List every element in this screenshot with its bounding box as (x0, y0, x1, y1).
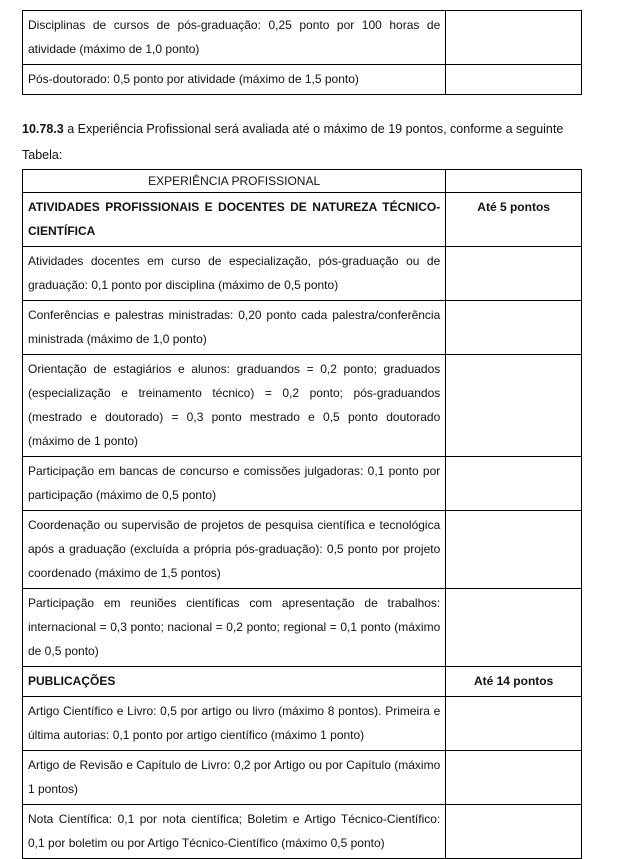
criterion-cell: Artigo Científico e Livro: 0,5 por artigo ou livro (máximo 8 pontos). Primeira e última autorias: 0,1 ponto por artigo científico (máximo 1 ponto) (23, 697, 446, 751)
table-header: EXPERIÊNCIA PROFISSIONAL (23, 170, 446, 193)
criterion-cell: Conferências e palestras ministradas: 0,20 ponto cada palestra/conferência ministrada (máximo de 1,0 ponto) (23, 301, 446, 355)
table-header-row (23, 170, 582, 193)
table-row (23, 65, 582, 95)
points-cell (446, 457, 582, 511)
table-row (23, 457, 582, 511)
table-row (23, 511, 582, 589)
criterion-cell: Nota Científica: 0,1 por nota científica; Boletim e Artigo Técnico-Científico: 0,1 por boletim ou por Artigo Técnico-Científico (máximo 0,5 ponto) (23, 805, 446, 859)
points-cell (446, 751, 582, 805)
criterion-cell: Coordenação ou supervisão de projetos de pesquisa científica e tecnológica após a graduação (excluída a própria pós-graduação): 0,5 ponto por projeto coordenado (máximo de 1,5 pontos) (23, 511, 446, 589)
section-text: a Experiência Profissional será avaliada até o máximo de 19 pontos, conforme a seguinte Tabela: (22, 122, 564, 162)
criterion-cell: Participação em bancas de concurso e comissões julgadoras: 0,1 ponto por participação (máximo de 0,5 ponto) (23, 457, 446, 511)
criterion-cell: Artigo de Revisão e Capítulo de Livro: 0,2 por Artigo ou por Capítulo (máximo 1 pontos) (23, 751, 446, 805)
points-cell (446, 11, 582, 65)
experience-table (22, 169, 582, 859)
points-cell (446, 247, 582, 301)
section-title: PUBLICAÇÕES (23, 667, 446, 697)
section-header-row (23, 667, 582, 697)
section-paragraph (22, 116, 602, 168)
section-points: Até 5 pontos (446, 193, 582, 247)
criterion-cell: Participação em reuniões científicas com apresentação de trabalhos: internacional = 0,3 ponto; nacional = 0,2 ponto; regional = 0,1 ponto (máximo de 0,5 ponto) (23, 589, 446, 667)
criterion-cell: Orientação de estagiários e alunos: graduandos = 0,2 ponto; graduados (especialização e treinamento técnico) = 0,2 ponto; pós-graduandos (mestrado e doutorado) = 0,3 ponto mestrado e 0,5 ponto doutorado (máximo de 1 ponto) (23, 355, 446, 457)
section-title: ATIVIDADES PROFISSIONAIS E DOCENTES DE NATUREZA TÉCNICO-CIENTÍFICA (23, 193, 446, 247)
points-cell (446, 697, 582, 751)
table-header-empty (446, 170, 582, 193)
table-row (23, 355, 582, 457)
section-header-row (23, 193, 582, 247)
points-cell (446, 589, 582, 667)
points-cell (446, 65, 582, 95)
points-cell (446, 511, 582, 589)
table-row (23, 589, 582, 667)
table-row (23, 697, 582, 751)
points-cell (446, 805, 582, 859)
points-cell (446, 301, 582, 355)
section-number: 10.78.3 (22, 122, 64, 136)
criterion-cell: Pós-doutorado: 0,5 ponto por atividade (máximo de 1,5 ponto) (23, 65, 446, 95)
points-cell (446, 355, 582, 457)
criterion-cell: Atividades docentes em curso de especialização, pós-graduação ou de graduação: 0,1 ponto por disciplina (máximo de 0,5 ponto) (23, 247, 446, 301)
criterion-cell: Disciplinas de cursos de pós-graduação: 0,25 ponto por 100 horas de atividade (máximo de 1,0 ponto) (23, 11, 446, 65)
table-row (23, 247, 582, 301)
criteria-table-continued (22, 10, 582, 95)
section-points: Até 14 pontos (446, 667, 582, 697)
table-row (23, 301, 582, 355)
table-row (23, 805, 582, 859)
table-row (23, 11, 582, 65)
table-row (23, 751, 582, 805)
